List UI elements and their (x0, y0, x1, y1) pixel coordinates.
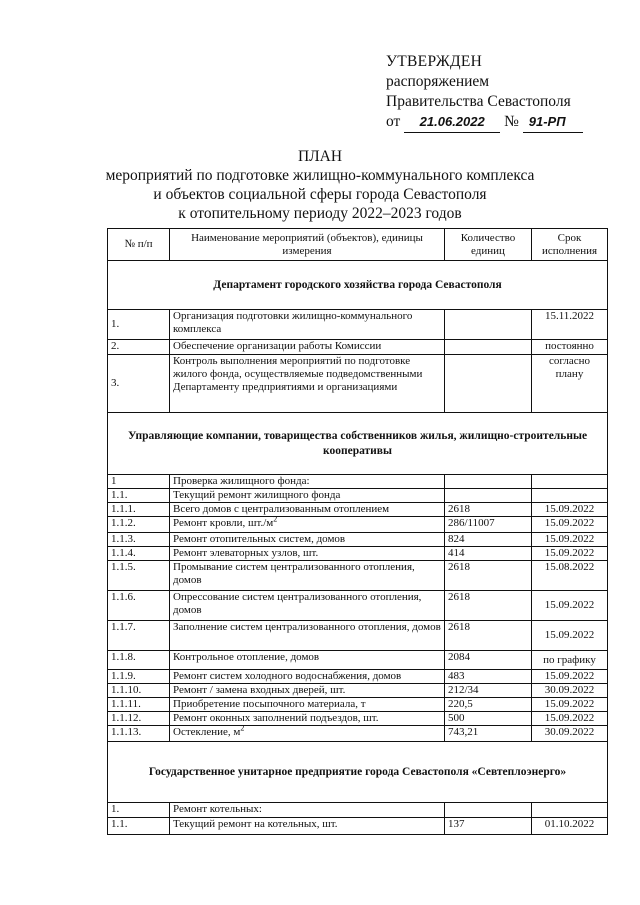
title-line-2: и объектов социальной сферы города Севастополя (153, 186, 487, 203)
table-row (108, 310, 608, 340)
cell-qty (445, 355, 532, 413)
cell-term: 15.09.2022 (532, 712, 608, 726)
approval-number: 91-РП (528, 114, 566, 129)
table-row (108, 726, 608, 742)
cell-num: 1 (108, 475, 170, 489)
from-label: от (386, 113, 401, 130)
cell-name: Текущий ремонт на котельных, шт. (170, 818, 445, 835)
cell-qty: 2618 (445, 591, 532, 621)
cell-name: Ремонт элеваторных узлов, шт. (170, 547, 445, 561)
cell-term (532, 803, 608, 818)
cell-name: Всего домов с централизованным отоплением (170, 503, 445, 517)
table-row (108, 684, 608, 698)
section-title-1: Департамент городского хозяйства города Севастополя (108, 261, 608, 310)
cell-name-text: Остекление, м (173, 726, 241, 738)
cell-num: 1.1.2. (108, 517, 170, 533)
table-row (108, 503, 608, 517)
cell-term: 15.09.2022 (532, 670, 608, 684)
cell-qty (445, 475, 532, 489)
cell-term: по графику (532, 651, 608, 670)
cell-term: 15.09.2022 (532, 621, 608, 651)
title-heading: ПЛАН (297, 148, 343, 165)
cell-num: 1.1.8. (108, 651, 170, 670)
table-row (108, 670, 608, 684)
cell-qty: 2084 (445, 651, 532, 670)
cell-name: Приобретение посыпочного материала, т (170, 698, 445, 712)
table-row (108, 561, 608, 591)
cell-name: Обеспечение организации работы Комиссии (170, 340, 445, 355)
cell-num: 1.1.12. (108, 712, 170, 726)
title-line-3: к отопительному периоду 2022–2023 годов (178, 205, 462, 222)
cell-term (532, 475, 608, 489)
section-title-2: Управляющие компании, товарищества собственников жилья, жилищно-строительные кооперативы (108, 413, 608, 475)
table-row (108, 489, 608, 503)
cell-num: 1.1.1. (108, 503, 170, 517)
cell-qty (445, 310, 532, 340)
cell-name: Промывание систем централизованного отопления, домов (170, 561, 445, 591)
cell-term: 15.09.2022 (532, 533, 608, 547)
table-row (108, 591, 608, 621)
cell-num: 1. (108, 803, 170, 818)
cell-qty: 483 (445, 670, 532, 684)
table-row (108, 818, 608, 835)
table-row (108, 340, 608, 355)
document-title (0, 147, 640, 223)
cell-name: Контрольное отопление, домов (170, 651, 445, 670)
cell-qty (445, 803, 532, 818)
cell-qty: 2618 (445, 503, 532, 517)
cell-term: 15.09.2022 (532, 698, 608, 712)
cell-qty: 286/11007 (445, 517, 532, 533)
number-label: № (504, 113, 519, 130)
cell-name: Ремонт систем холодного водоснабжения, домов (170, 670, 445, 684)
cell-name: Ремонт / замена входных дверей, шт. (170, 684, 445, 698)
table-row (108, 651, 608, 670)
cell-name: Контроль выполнения мероприятий по подготовке жилого фонда, осуществляемые подведомственными Департаменту предприятиями и организациями (170, 355, 445, 413)
table-row (108, 533, 608, 547)
cell-term: 15.09.2022 (532, 517, 608, 533)
cell-name: Текущий ремонт жилищного фонда (170, 489, 445, 503)
cell-qty: 414 (445, 547, 532, 561)
cell-qty: 220,5 (445, 698, 532, 712)
table-row (108, 547, 608, 561)
title-line-1: мероприятий по подготовке жилищно-коммунального комплекса (105, 167, 535, 184)
cell-name: Опрессование систем централизованного отопления, домов (170, 591, 445, 621)
cell-num: 1. (108, 310, 170, 340)
cell-num: 1.1.11. (108, 698, 170, 712)
cell-qty: 137 (445, 818, 532, 835)
cell-term: согласно плану (532, 355, 608, 413)
approval-title: УТВЕРЖДЕН (386, 53, 483, 70)
cell-term: 15.11.2022 (532, 310, 608, 340)
cell-num: 1.1.10. (108, 684, 170, 698)
cell-name (170, 723, 445, 742)
cell-name: Ремонт отопительных систем, домов (170, 533, 445, 547)
cell-term: 15.08.2022 (532, 561, 608, 591)
table-row (108, 475, 608, 489)
approval-line-2: Правительства Севастополя (386, 93, 571, 110)
section-title-3: Государственное унитарное предприятие города Севастополя «Севтеплоэнерго» (108, 742, 608, 803)
cell-qty: 212/34 (445, 684, 532, 698)
cell-name: Ремонт котельных: (170, 803, 445, 818)
cell-term: постоянно (532, 340, 608, 355)
cell-name: Проверка жилищного фонда: (170, 475, 445, 489)
cell-term: 30.09.2022 (532, 684, 608, 698)
table-row (108, 355, 608, 413)
cell-name (170, 514, 445, 533)
cell-num: 1.1.9. (108, 670, 170, 684)
superscript: 2 (240, 723, 245, 733)
cell-term: 15.09.2022 (532, 503, 608, 517)
cell-term: 30.09.2022 (532, 726, 608, 742)
cell-term: 15.09.2022 (532, 547, 608, 561)
table-row (108, 712, 608, 726)
section-row (108, 413, 608, 475)
cell-num: 2. (108, 340, 170, 355)
cell-num: 1.1.3. (108, 533, 170, 547)
header-qty: Количество единиц (445, 229, 532, 261)
cell-qty (445, 489, 532, 503)
cell-qty: 500 (445, 712, 532, 726)
table-row (108, 621, 608, 651)
approval-line-1: распоряжением (386, 73, 490, 90)
cell-name: Организация подготовки жилищно-коммунального комплекса (170, 310, 445, 340)
cell-qty: 2618 (445, 561, 532, 591)
approval-date-line (386, 112, 583, 133)
header-name: Наименование мероприятий (объектов), единицы измерения (170, 229, 445, 261)
table-row (108, 517, 608, 533)
cell-num: 1.1.5. (108, 561, 170, 591)
section-row (108, 742, 608, 803)
table-header-row (108, 229, 608, 261)
cell-qty: 2618 (445, 621, 532, 651)
cell-num: 1.1.13. (108, 726, 170, 742)
cell-num: 1.1. (108, 489, 170, 503)
cell-term (532, 489, 608, 503)
cell-term: 15.09.2022 (532, 591, 608, 621)
cell-num: 1.1.4. (108, 547, 170, 561)
header-term: Срок исполнения (532, 229, 608, 261)
cell-name-text: Ремонт кровли, шт./м (173, 517, 274, 529)
approval-stamp (386, 52, 583, 133)
approval-date: 21.06.2022 (419, 114, 485, 129)
cell-qty (445, 340, 532, 355)
cell-name: Ремонт оконных заполнений подъездов, шт. (170, 712, 445, 726)
cell-name: Заполнение систем централизованного отопления, домов (170, 621, 445, 651)
plan-table (107, 228, 608, 835)
cell-qty: 743,21 (445, 726, 532, 742)
cell-qty: 824 (445, 533, 532, 547)
cell-num: 1.1. (108, 818, 170, 835)
cell-num: 1.1.6. (108, 591, 170, 621)
cell-num: 1.1.7. (108, 621, 170, 651)
section-row (108, 261, 608, 310)
superscript: 2 (273, 514, 278, 524)
table-row (108, 803, 608, 818)
header-num: № п/п (108, 229, 170, 261)
cell-num: 3. (108, 355, 170, 413)
table-row (108, 698, 608, 712)
cell-term: 01.10.2022 (532, 818, 608, 835)
